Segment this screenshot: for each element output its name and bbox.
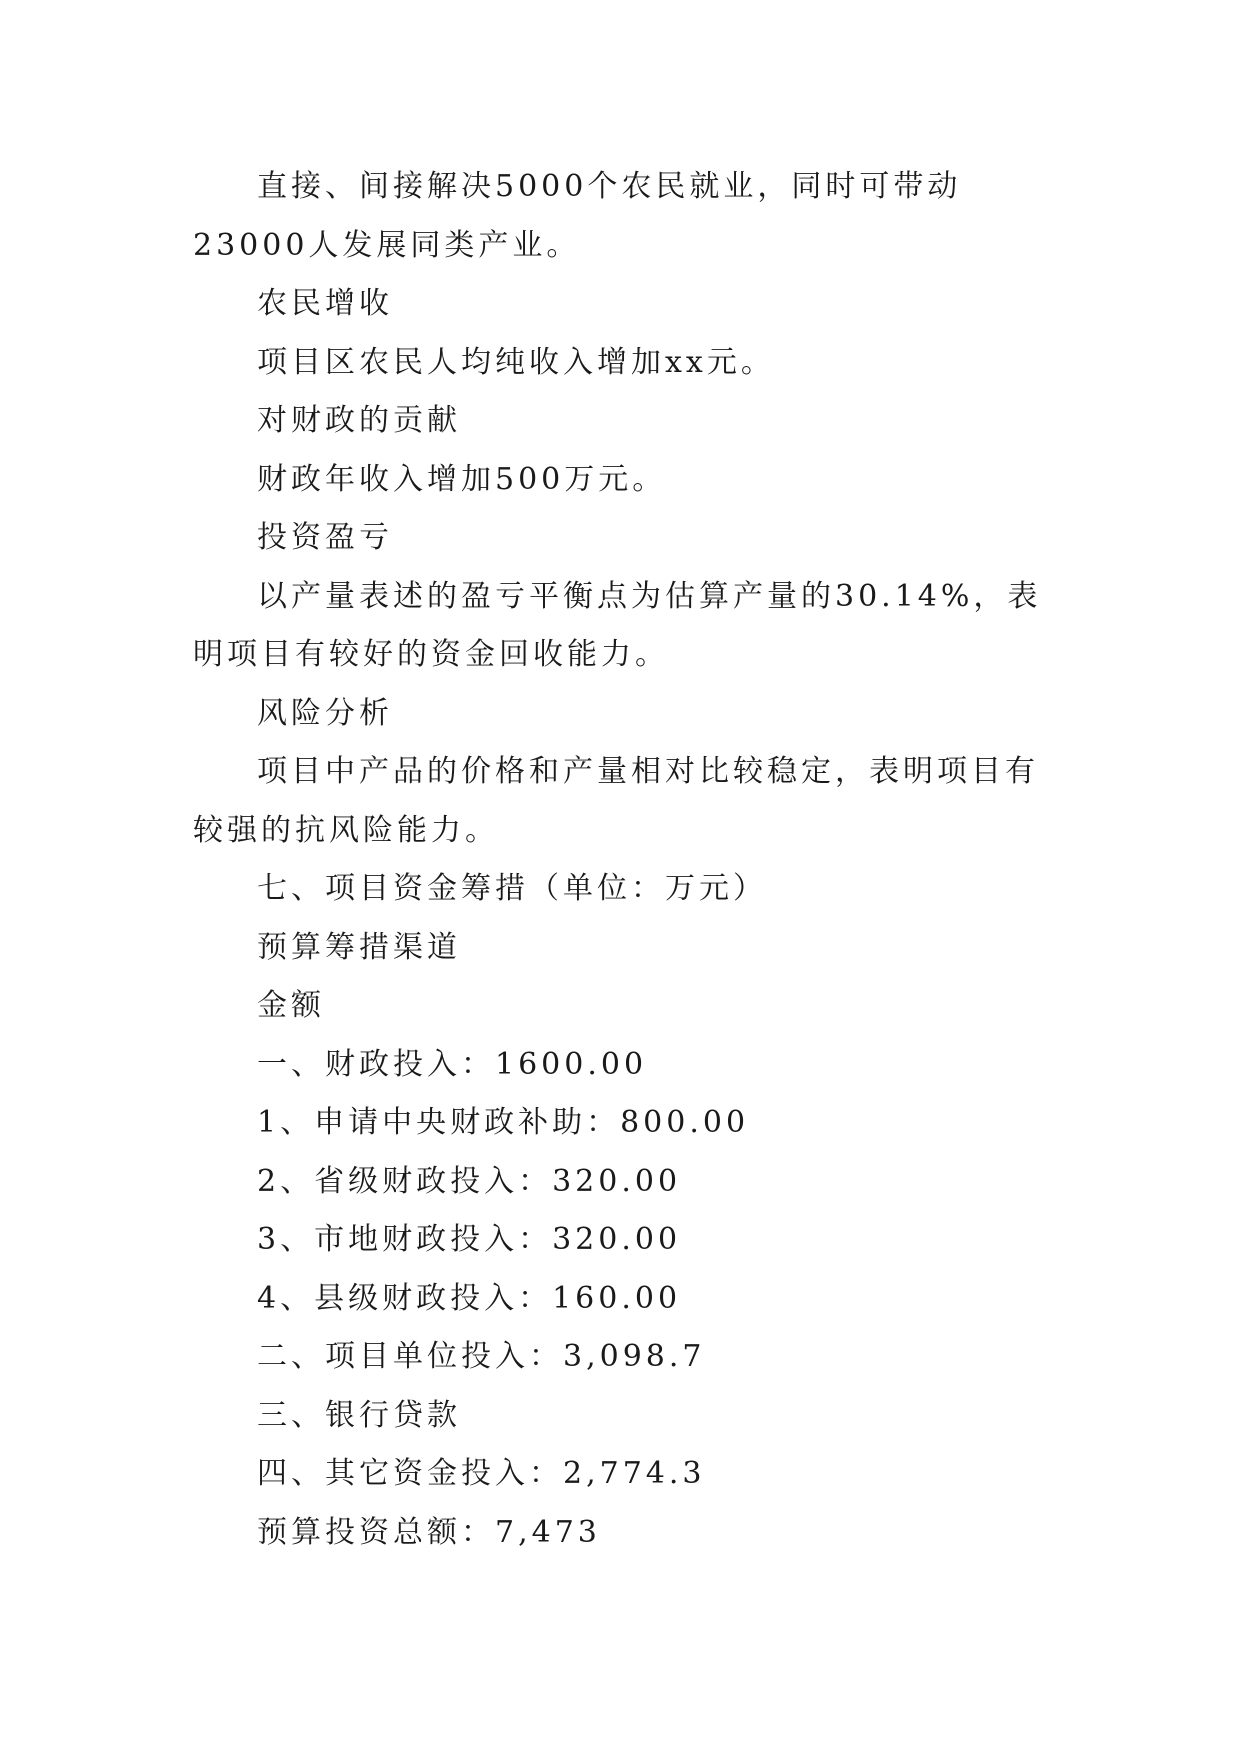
item-project-unit-investment: 二、项目单位投入：3,098.7 — [257, 1339, 706, 1374]
item-central-subsidy: 1、申请中央财政补助：800.00 — [257, 1105, 750, 1140]
heading-farmer-income: 农民增收 — [257, 286, 393, 321]
item-municipal-investment: 3、市地财政投入：320.00 — [257, 1222, 682, 1257]
heading-risk-analysis: 风险分析 — [257, 695, 393, 731]
paragraph-employment: 直接、间接解决5000个农民就业，同时可带动23000人发展同类产业。 — [193, 169, 962, 263]
item-fiscal-investment: 一、财政投入：1600.00 — [257, 1046, 648, 1082]
item-provincial-investment: 2、省级财政投入：320.00 — [257, 1163, 682, 1199]
paragraph-investment-breakeven: 以产量表述的盈亏平衡点为估算产量的30.14%，表明项目有较好的资金回收能力。 — [193, 578, 1042, 672]
heading-investment-breakeven: 投资盈亏 — [257, 520, 393, 555]
paragraph-risk-analysis: 项目中产品的价格和产量相对比较稳定，表明项目有较强的抗风险能力。 — [193, 754, 1039, 848]
label-funding-channel: 预算筹措渠道 — [257, 929, 461, 965]
document-body — [193, 158, 1053, 1562]
paragraph-fiscal-contribution: 财政年收入增加500万元。 — [257, 461, 667, 497]
item-county-investment: 4、县级财政投入：160.00 — [257, 1280, 682, 1316]
item-bank-loan: 三、银行贷款 — [257, 1397, 461, 1433]
heading-fiscal-contribution: 对财政的贡献 — [257, 403, 461, 438]
label-amount: 金额 — [257, 988, 325, 1023]
heading-funding-section: 七、项目资金筹措（单位：万元） — [257, 871, 767, 906]
item-total-budget: 预算投资总额：7,473 — [257, 1514, 601, 1550]
paragraph-farmer-income: 项目区农民人均纯收入增加xx元。 — [257, 344, 775, 380]
item-other-funds: 四、其它资金投入：2,774.3 — [257, 1456, 706, 1491]
